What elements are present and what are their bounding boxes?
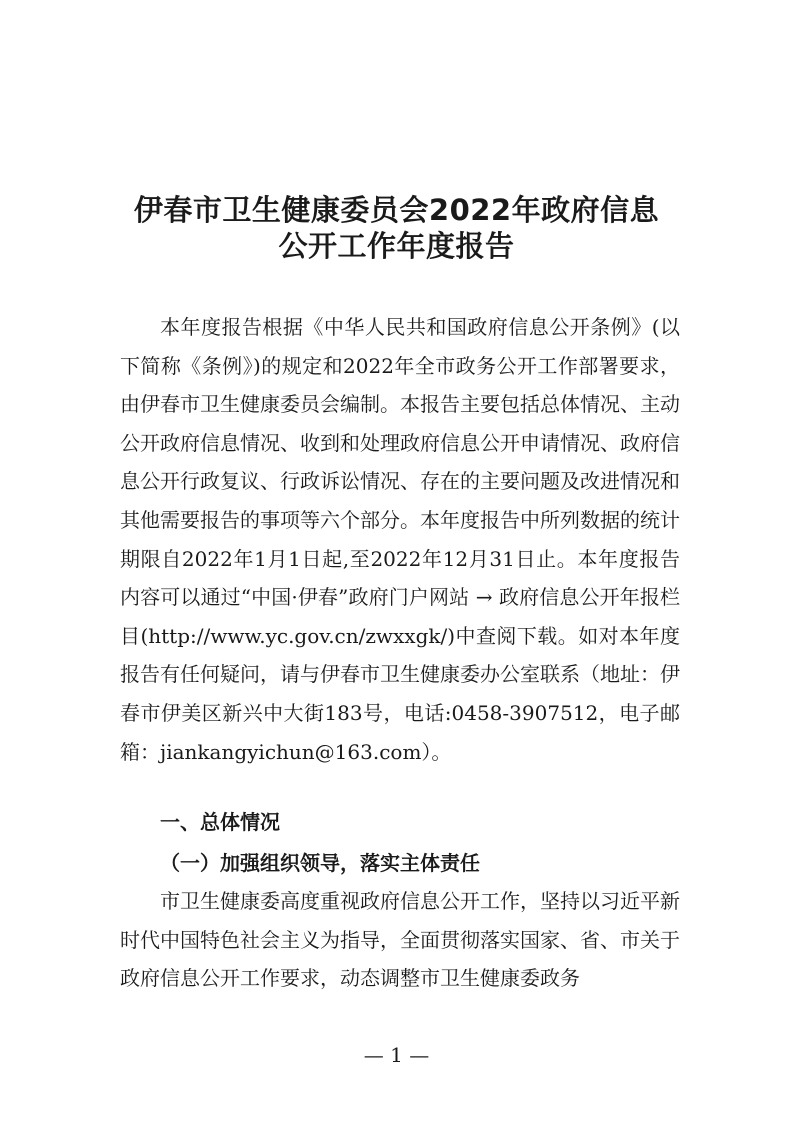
subsection-body [120, 882, 680, 998]
subsection-paragraph: 市卫生健康委高度重视政府信息公开工作，坚持以习近平新时代中国特色社会主义为指导，全面贯彻落实国家、省、市关于政府信息公开工作要求，动态调整市卫生健康委政务 [120, 889, 680, 991]
section-heading-overview: 一、总体情况 [160, 810, 280, 834]
document-title-line-2: 公开工作年度报告 [278, 229, 515, 263]
page-number: — 1 — [363, 1043, 430, 1067]
document-title-line-1: 伊春市卫生健康委员会2022年政府信息 [133, 193, 660, 227]
intro-paragraph: 本年度报告根据《中华人民共和国政府信息公开条例》(以下简称《条例》)的规定和2022年全市政务公开工作部署要求，由伊春市卫生健康委员会编制。本报告主要包括总体情况、主动公开政府信息情况、收到和处理政府信息公开申请情况、政府信息公开行政复议、行政诉讼情况、存在的主要问题及改进情况和其他需要报告的事项等六个部分。本年度报告中所列数据的统计期限自2022年1月1日起,至2022年12月31日止。本年度报告内容可以通过“中国·伊春”政府门户网站 → 政府信息公开年报栏目(http://www.yc.gov.cn/zwxxgk/)中查阅下载。如对本年度报告有任何疑问，请与伊春市卫生健康委办公室联系（地址：伊春市伊美区新兴中大街183号，电话:0458-3907512，电子邮箱：jiankangyichun@163.com）。 [120, 315, 680, 764]
intro-section [120, 308, 680, 771]
subsection-heading-organization: （一）加强组织领导，落实主体责任 [160, 851, 480, 875]
